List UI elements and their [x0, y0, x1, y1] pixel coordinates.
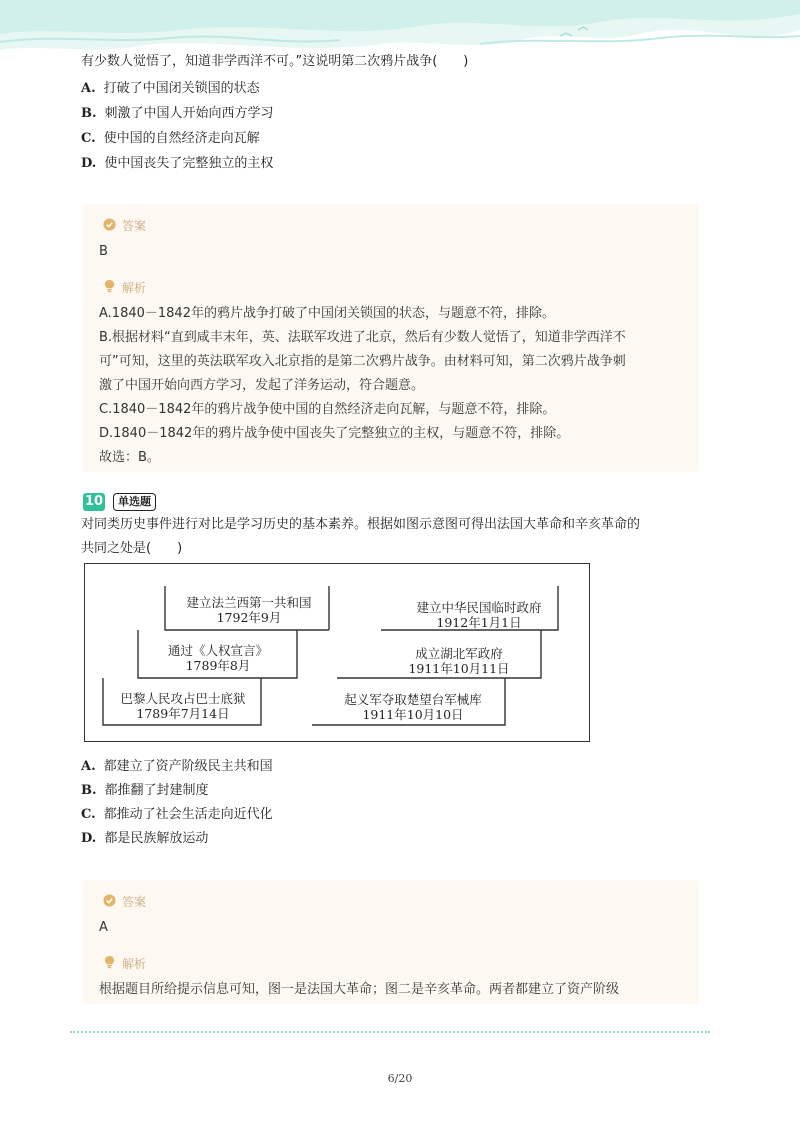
right-step-1	[325, 692, 501, 722]
lightbulb-icon	[103, 279, 116, 296]
q9-option-d[interactable]	[81, 155, 273, 173]
analysis-heading	[103, 955, 146, 972]
step-event: 建立中华民国临时政府	[416, 600, 542, 615]
answer-value: A	[99, 920, 108, 935]
option-text: 都是民族解放运动	[104, 831, 209, 846]
left-step-1	[107, 691, 259, 721]
analysis-label: 解析	[122, 281, 147, 295]
right-step-2	[381, 646, 537, 676]
analysis-line: B.根据材料“直到咸丰末年，英、法联军攻进了北京，然后有少数人觉悟了，知道非学西洋不	[99, 330, 626, 345]
question-number-badge: 10	[84, 494, 104, 509]
option-text: 打破了中国闭关锁国的状态	[103, 81, 260, 96]
right-step-3	[403, 600, 555, 630]
analysis-line: 可”可知，这里的英法联军攻入北京指的是第二次鸦片战争。由材料可知，第二次鸦片战争刺	[99, 354, 626, 369]
option-letter: A.	[81, 759, 96, 774]
question-9-stem: 有少数人觉悟了，知道非学西洋不可。”这说明第二次鸦片战争( )	[81, 54, 469, 69]
option-text: 使中国的自然经济走向瓦解	[103, 131, 260, 146]
analysis-heading	[103, 279, 146, 296]
answer-label: 答案	[122, 219, 147, 233]
q9-option-c[interactable]	[81, 130, 260, 148]
step-event: 建立法兰西第一共和国	[186, 595, 312, 610]
q10-answer-panel	[83, 880, 699, 1004]
step-date: 1911年10月11日	[408, 661, 510, 676]
q10-option-b[interactable]	[81, 782, 209, 800]
page-number: 6/20	[387, 1072, 413, 1085]
analysis-line: D.1840－1842年的鸦片战争使中国丧失了完整独立的主权，与题意不符，排除。	[99, 426, 570, 441]
step-event: 巴黎人民攻占巴士底狱	[120, 691, 246, 706]
q10-option-c[interactable]	[81, 806, 273, 824]
step-date: 1789年8月	[185, 658, 251, 673]
option-text: 都推翻了封建制度	[104, 783, 209, 798]
analysis-line: C.1840－1842年的鸦片战争使中国的自然经济走向瓦解，与题意不符，排除。	[99, 402, 556, 417]
step-date: 1792年9月	[216, 610, 282, 625]
q9-option-b[interactable]	[81, 105, 274, 123]
analysis-line: 根据题目所给提示信息可知，图一是法国大革命；图二是辛亥革命。两者都建立了资产阶级	[99, 982, 620, 997]
step-date: 1911年10月10日	[362, 707, 464, 722]
answer-value: B	[99, 244, 108, 259]
answer-label: 答案	[122, 895, 147, 909]
option-text: 使中国丧失了完整独立的主权	[104, 156, 274, 171]
q9-option-a[interactable]	[81, 80, 260, 98]
option-letter: B.	[81, 106, 97, 121]
option-letter: B.	[81, 783, 97, 798]
left-step-3	[171, 595, 327, 625]
option-letter: C.	[81, 807, 96, 822]
step-event: 通过《人权宣言》	[167, 643, 268, 658]
question-10-stem-line-2: 共同之处是( )	[81, 541, 183, 556]
left-step-2	[143, 643, 293, 673]
answer-heading	[103, 217, 146, 234]
option-letter: D.	[81, 156, 97, 171]
analysis-line: 激了中国开始向西方学习，发起了洋务运动，符合题意。	[99, 378, 425, 393]
step-date: 1789年7月14日	[136, 706, 230, 721]
revolution-comparison-diagram	[84, 563, 590, 742]
option-text: 都建立了资产阶级民主共和国	[103, 759, 273, 774]
step-event: 成立湖北军政府	[415, 646, 503, 661]
answer-heading	[103, 893, 146, 910]
step-date: 1912年1月1日	[436, 615, 522, 630]
analysis-line: A.1840－1842年的鸦片战争打破了中国闭关锁国的状态，与题意不符，排除。	[99, 306, 555, 321]
q10-option-d[interactable]	[81, 830, 208, 848]
option-text: 刺激了中国人开始向西方学习	[104, 106, 274, 121]
check-circle-icon	[103, 894, 116, 910]
footer-divider	[70, 1031, 710, 1035]
analysis-line: 故选：B。	[99, 450, 160, 465]
question-10-stem-line-1: 对同类历史事件进行对比是学习历史的基本素养。根据如图示意图可得出法国大革命和辛亥革命的	[81, 517, 641, 532]
lightbulb-icon	[103, 955, 116, 972]
step-event: 起义军夺取楚望台军械库	[344, 692, 482, 707]
option-letter: C.	[81, 131, 96, 146]
option-letter: A.	[81, 81, 96, 96]
q9-answer-panel	[83, 204, 699, 472]
option-text: 都推动了社会生活走向近代化	[103, 807, 273, 822]
check-circle-icon	[103, 218, 116, 234]
question-type-badge: 单选题	[113, 493, 156, 511]
analysis-label: 解析	[122, 957, 147, 971]
option-letter: D.	[81, 831, 97, 846]
q10-option-a[interactable]	[81, 758, 273, 776]
